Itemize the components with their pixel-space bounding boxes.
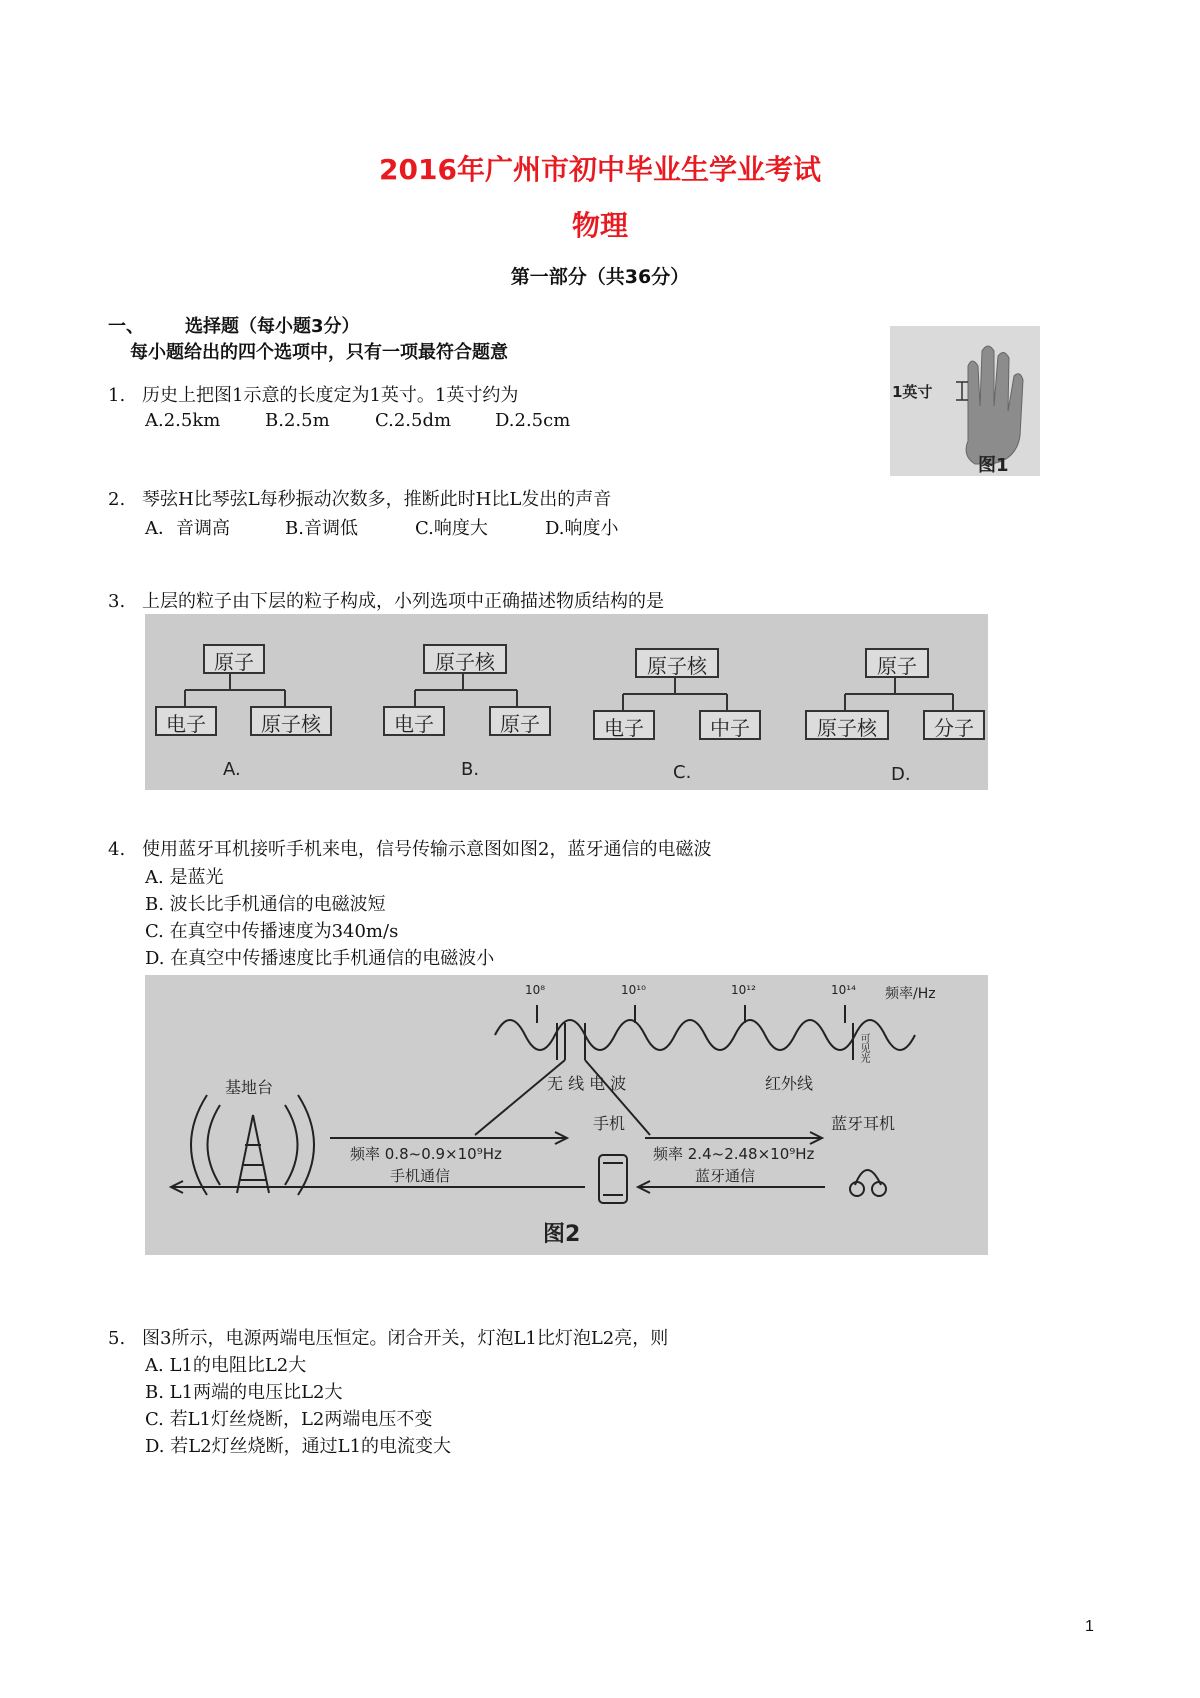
- fig2-caption: 图2: [543, 1222, 581, 1247]
- option-c: C. 若L1灯丝烧断，L2两端电压不变: [145, 1409, 433, 1430]
- diagram-d-right: 分子: [923, 710, 985, 740]
- option-c: C.响度大: [415, 518, 488, 539]
- option-a: A. 是蓝光: [145, 867, 224, 888]
- option-c: C.2.5dm: [375, 410, 452, 431]
- tick-1e10: 10¹⁰: [621, 983, 646, 997]
- fig1-label: 1英寸: [892, 383, 933, 401]
- phone-label: 手机: [593, 1114, 626, 1133]
- page-number: 1: [1085, 1618, 1094, 1635]
- earphone-label: 蓝牙耳机: [831, 1114, 896, 1133]
- question-text: 琴弦H比琴弦L每秒振动次数多，推断此时H比L发出的声音: [142, 489, 612, 510]
- diagram-a-right: 原子核: [250, 706, 332, 736]
- tick-1e8: 10⁸: [525, 983, 546, 997]
- diagram-d-top: 原子: [865, 648, 929, 678]
- question-3: [108, 588, 664, 615]
- base-station-label: 基地台: [225, 1078, 274, 1097]
- question-5: [108, 1325, 668, 1352]
- question-number: 5.: [108, 1328, 126, 1349]
- phone-comm-label: 手机通信: [390, 1167, 451, 1185]
- option-b: B.2.5m: [265, 410, 330, 431]
- section-title: 选择题（每小题3分）: [185, 316, 360, 337]
- diagram-b-letter: B.: [461, 759, 480, 780]
- question-text: 图3所示，电源两端电压恒定。闭合开关，灯泡L1比灯泡L2亮，则: [142, 1328, 669, 1349]
- question-2: [108, 486, 611, 513]
- question-4: [108, 836, 711, 863]
- question-number: 4.: [108, 839, 126, 860]
- option-d: D.2.5cm: [495, 410, 571, 431]
- option-b: B.音调低: [285, 518, 358, 539]
- diagram-c-right: 中子: [699, 710, 761, 740]
- option-a: A. L1的电阻比L2大: [145, 1355, 307, 1376]
- question-text: 历史上把图1示意的长度定为1英寸。1英寸约为: [142, 385, 519, 406]
- visible-light-label: 可见光: [858, 1033, 869, 1063]
- question-5-options: [145, 1352, 451, 1460]
- option-b: B. L1两端的电压比L2大: [145, 1382, 343, 1403]
- diagram-a-left: 电子: [155, 706, 217, 736]
- diagram-b-top: 原子核: [423, 644, 507, 674]
- diagram-c-top: 原子核: [635, 648, 719, 678]
- question-1-options: [145, 410, 600, 431]
- option-b: B. 波长比手机通信的电磁波短: [145, 894, 386, 915]
- tick-1e14: 10¹⁴: [831, 983, 856, 997]
- option-a: A．音调高: [145, 518, 230, 539]
- option-d: D. 若L2灯丝烧断，通过L1的电流变大: [145, 1436, 452, 1457]
- structure-lines: [145, 614, 988, 790]
- option-d: D.响度小: [545, 518, 619, 539]
- freq-axis-label: 频率/Hz: [885, 986, 936, 1002]
- bt-comm-label: 蓝牙通信: [695, 1167, 756, 1185]
- diagram-d-letter: D.: [891, 764, 911, 785]
- diagram-c-left: 电子: [593, 710, 655, 740]
- option-a: A.2.5km: [145, 410, 221, 431]
- diagram-c-letter: C.: [673, 762, 692, 783]
- option-c: C. 在真空中传播速度为340m/s: [145, 921, 399, 942]
- fig1-caption: 图1: [978, 455, 1009, 476]
- question-text: 使用蓝牙耳机接听手机来电，信号传输示意图如图2，蓝牙通信的电磁波: [142, 839, 712, 860]
- figure-2: [145, 975, 988, 1255]
- section-number: 一、: [108, 316, 144, 337]
- question-2-options: [145, 514, 649, 540]
- question-number: 1.: [108, 385, 126, 406]
- question-1: [108, 382, 518, 409]
- phone-freq-label: 频率 0.8~0.9×10⁹Hz: [350, 1145, 502, 1163]
- diagram-b-left: 电子: [383, 706, 445, 736]
- bt-freq-label: 频率 2.4~2.48×10⁹Hz: [653, 1145, 815, 1163]
- diagram-d-left: 原子核: [805, 710, 889, 740]
- infrared-label: 红外线: [765, 1074, 814, 1093]
- diagram-a-letter: A.: [223, 759, 241, 780]
- subject-title: 物理: [571, 209, 628, 242]
- option-d: D. 在真空中传播速度比手机通信的电磁波小: [145, 948, 495, 969]
- diagram-a-top: 原子: [203, 644, 265, 674]
- radio-wave-label: 无 线 电 波: [547, 1074, 627, 1093]
- exam-title: 2016年广州市初中毕业生学业考试: [379, 153, 821, 186]
- figure-q3-structures: [145, 614, 988, 790]
- question-4-options: [145, 864, 494, 972]
- question-number: 3.: [108, 591, 126, 612]
- part-heading: 第一部分（共36分）: [510, 266, 690, 288]
- section-instruction: 每小题给出的四个选项中，只有一项最符合题意: [130, 342, 508, 363]
- diagram-b-right: 原子: [489, 706, 551, 736]
- tick-1e12: 10¹²: [731, 983, 756, 997]
- question-text: 上层的粒子由下层的粒子构成，小列选项中正确描述物质结构的是: [142, 591, 664, 612]
- question-number: 2.: [108, 489, 126, 510]
- figure-1: [890, 326, 1040, 476]
